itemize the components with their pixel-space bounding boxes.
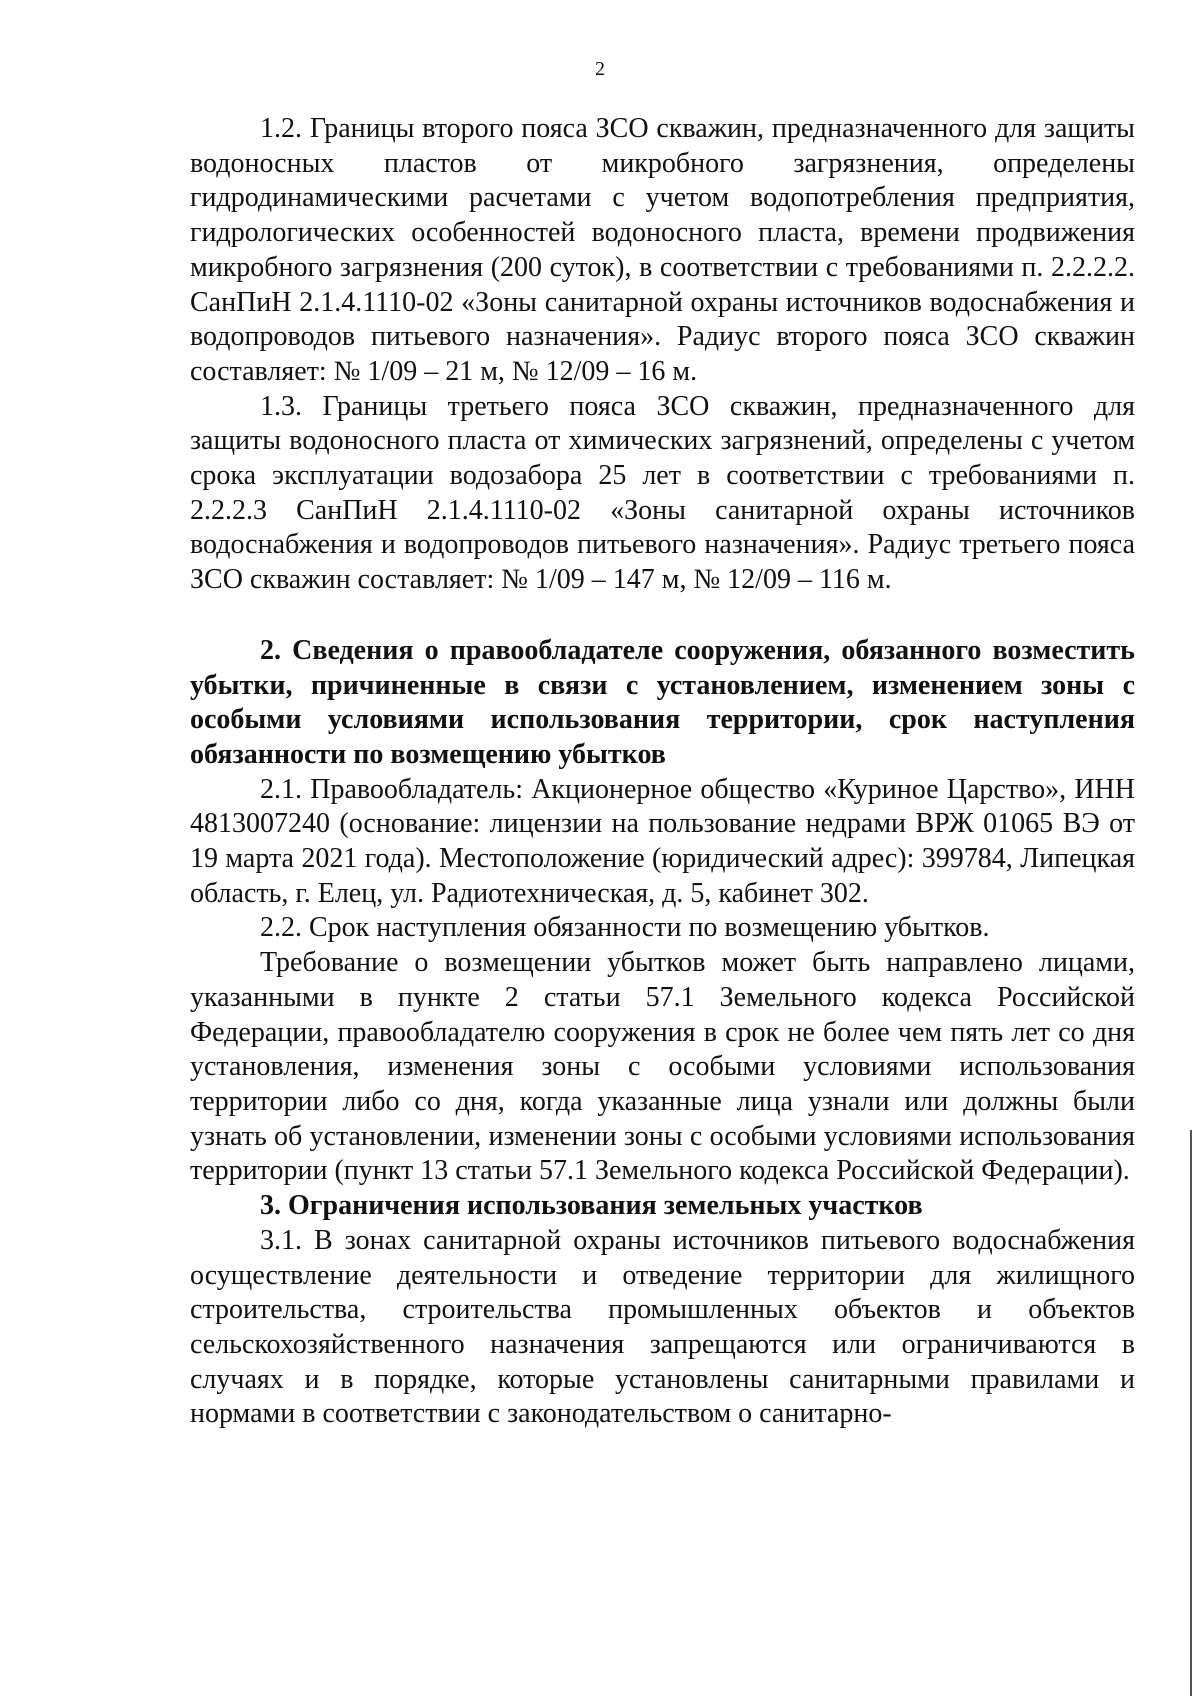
paragraph-2-2: 2.2. Срок наступления обязанности по возмещению убытков. bbox=[260, 912, 990, 944]
document-body bbox=[190, 112, 1135, 1432]
paragraph-1-3: 1.3. Границы третьего пояса ЗСО скважин, предназначенного для защиты водоносного пласта от химических загрязнений, определены с учетом срока эксплуатации водозабора 25 лет в соответствии с требованиями п. 2.2.2.3 СанПиН 2.1.4.1110-02 «Зоны санитарной охраны источников водоснабжения и водопроводов питьевого назначения». Радиус третьего пояса ЗСО скважин составляет: № 1/09 – 147 м, № 12/09 – 116 м. bbox=[190, 390, 1135, 596]
paragraph-2-2-body: Требование о возмещении убытков может быть направлено лицами, указанными в пункте 2 статьи 57.1 Земельного кодекса Российской Федерации, правообладателю сооружения в срок не более чем пять лет со дня установления, изменения зоны с особыми условиями использования территории либо со дня, когда указанные лица узнали или должны были узнать об установлении, изменении зоны с особыми условиями использования территории (пункт 13 статьи 57.1 Земельного кодекса Российской Федерации). bbox=[190, 947, 1135, 1187]
section-3-heading: 3. Ограничения использования земельных участков bbox=[260, 1190, 923, 1222]
paragraph-3-1: 3.1. В зонах санитарной охраны источников питьевого водоснабжения осуществление деятельности и отведение территории для жилищного строительства, строительства промышленных объектов и объектов сельскохозяйственного назначения запрещаются или ограничиваются в случаях и в порядке, которые установлены санитарными правилами и нормами в соответствии с законодательством о санитарно- bbox=[190, 1224, 1135, 1430]
section-2-heading: 2. Сведения о правообладателе сооружения, обязанного возместить убытки, причиненные в связи с установлением, изменением зоны с особыми условиями использования территории, срок наступления обязанности по возмещению убытков bbox=[190, 634, 1135, 770]
page-number: 2 bbox=[595, 58, 605, 80]
paragraph-1-2: 1.2. Границы второго пояса ЗСО скважин, предназначенного для защиты водоносных пластов от микробного загрязнения, определены гидродинамическими расчетами с учетом водопотребления предприятия, гидрологических особенностей водоносного пласта, времени продвижения микробного загрязнения (200 суток), в соответствии с требованиями п. 2.2.2.2. СанПиН 2.1.4.1110-02 «Зоны санитарной охраны источников водоснабжения и водопроводов питьевого назначения». Радиус второго пояса ЗСО скважин составляет: № 1/09 – 21 м, № 12/09 – 16 м. bbox=[190, 113, 1135, 387]
scan-edge-line bbox=[1190, 1130, 1192, 1696]
paragraph-2-1: 2.1. Правообладатель: Акционерное общество «Куриное Царство», ИНН 4813007240 (основание: лицензии на пользование недрами ВРЖ 01065 ВЭ от 19 марта 2021 года). Местоположение (юридический адрес): 399784, Липецкая область, г. Елец, ул. Радиотехническая, д. 5, кабинет 302. bbox=[190, 773, 1135, 909]
